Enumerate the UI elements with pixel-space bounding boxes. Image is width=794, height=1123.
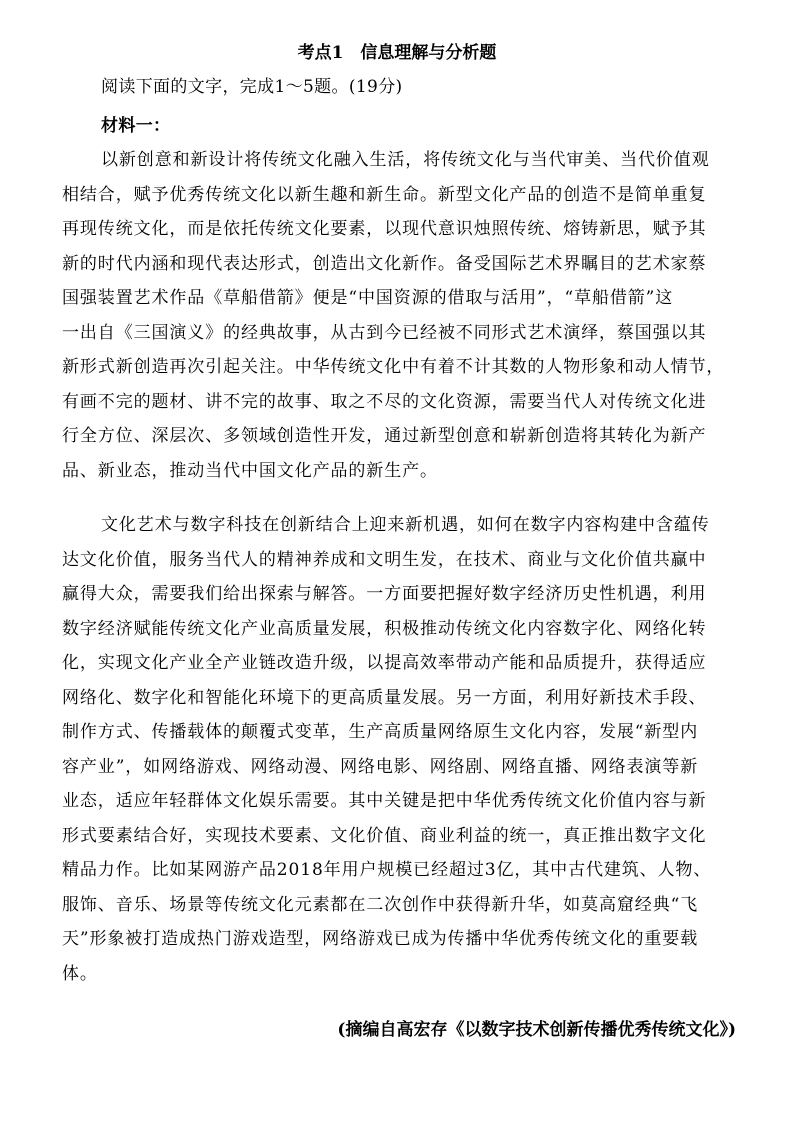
paragraph-line: 以新创意和新设计将传统文化融入生活，将传统文化与当代审美、当代价值观 — [101, 150, 710, 170]
paragraph-line: 达文化价值，服务当代人的精神养成和文明生发，在技术、商业与文化价值共赢中 — [62, 550, 707, 570]
paragraph-line: 网络化、数字化和智能化环境下的更高质量发展。另一方面，利用好新技术手段、 — [62, 688, 707, 708]
paragraph-line: 制作方式、传播载体的颠覆式变革，生产高质量网络原生文化内容，发展“新型内 — [62, 722, 699, 742]
paragraph-line: 服饰、音乐、场景等传统文化元素都在二次创作中获得新升华，如莫高窟经典“飞 — [62, 895, 699, 915]
paragraph-line: 再现传统文化，而是依托传统文化要素，以现代意识烛照传统、熔铸新思，赋予其 — [62, 219, 707, 239]
paragraph-line: 文化艺术与数字科技在创新结合上迎来新机遇，如何在数字内容构建中含蕴传 — [101, 515, 710, 535]
paragraph-line: 国强装置艺术作品《草船借箭》便是“中国资源的借取与活用”，“草船借箭”这 — [62, 288, 674, 308]
paragraph-line: 数字经济赋能传统文化产业高质量发展，积极推动传统文化内容数字化、网络化转 — [62, 619, 707, 639]
paragraph-line: 体。 — [62, 964, 98, 984]
paragraph-line: 天”形象被打造成热门游戏造型，网络游戏已成为传播中华优秀传统文化的重要载 — [62, 929, 699, 949]
paragraph-line: 有画不完的题材、讲不完的故事、取之不尽的文化资源，需要当代人对传统文化进 — [62, 392, 707, 412]
paragraph-line: 精品力作。比如某网游产品2018年用户规模已经超过3亿，其中古代建筑、人物、 — [62, 860, 712, 880]
paragraph-line: 业态，适应年轻群体文化娱乐需要。其中关键是把中华优秀传统文化价值内容与新 — [62, 791, 707, 811]
paragraph-line: 赢得大众，需要我们给出探索与解答。一方面要把握好数字经济历史性机遇，利用 — [62, 584, 707, 604]
page-title: 考点1 信息理解与分析题 — [297, 43, 497, 63]
paragraph-line: 形式要素结合好，实现技术要素、文化价值、商业利益的统一，真正推出数字文化 — [62, 826, 707, 846]
paragraph-line: 容产业”，如网络游戏、网络动漫、网络电影、网络剧、网络直播、网络表演等新 — [62, 757, 699, 777]
paragraph-line: 一出自《三国演义》的经典故事，从古到今已经被不同形式艺术演绎，蔡国强以其 — [62, 323, 707, 343]
material-label: 材料一： — [101, 116, 171, 136]
question-instruction: 阅读下面的文字，完成1～5题。(19分) — [101, 77, 403, 97]
paragraph-line: 品、新业态，推动当代中国文化产品的新生产。 — [62, 461, 438, 481]
paragraph-line: 相结合，赋予优秀传统文化以新生趣和新生命。新型文化产品的创造不是简单重复 — [62, 185, 707, 205]
paragraph-line: 行全方位、深层次、多领域创造性开发，通过新型创意和崭新创造将其转化为新产 — [62, 426, 707, 446]
paragraph-line: 新的时代内涵和现代表达形式，创造出文化新作。备受国际艺术界瞩目的艺术家蔡 — [62, 254, 707, 274]
paragraph-line: 新形式新创造再次引起关注。中华传统文化中有着不计其数的人物形象和动人情节， — [62, 357, 725, 377]
source-citation: (摘编自高宏存《以数字技术创新传播优秀传统文化》) — [337, 1020, 736, 1040]
paragraph-line: 化，实现文化产业全产业链改造升级，以提高效率带动产能和品质提升，获得适应 — [62, 653, 707, 673]
